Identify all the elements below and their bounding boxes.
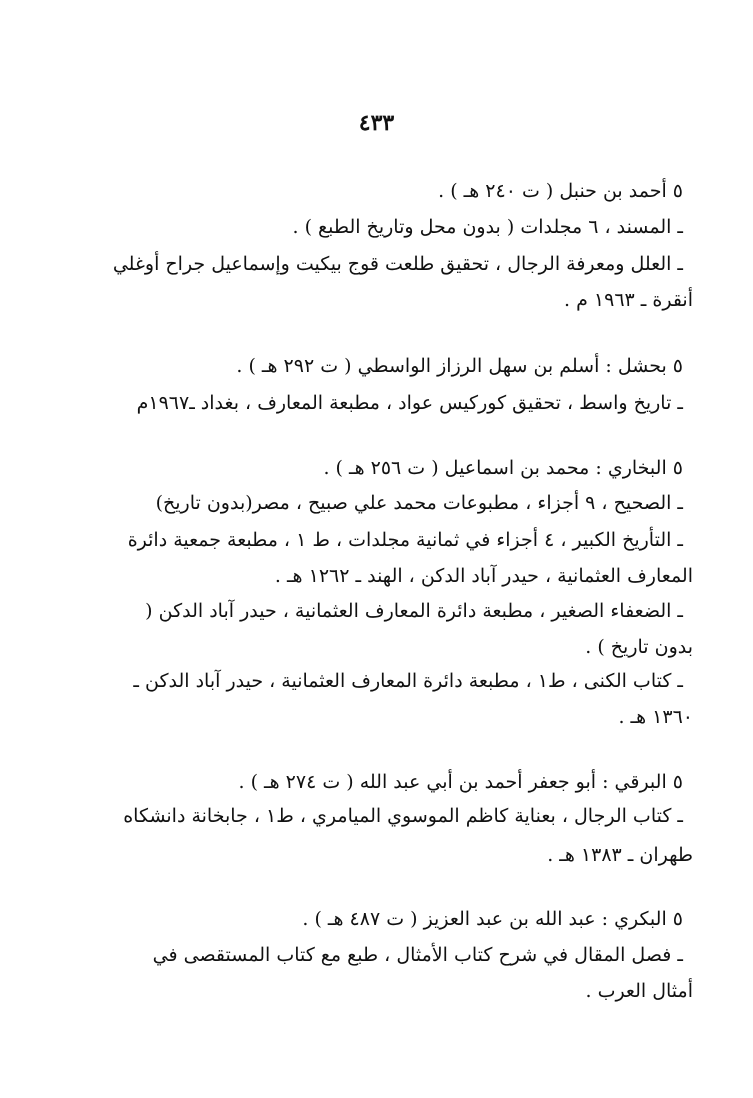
reference-line: ـ العلل ومعرفة الرجال ، تحقيق طلعت قوج بيكيت وإسماعيل جراح أوغلي [112, 253, 683, 275]
reference-line: ـ كتاب الكنى ، ط١ ، مطبعة دائرة المعارف العثمانية ، حيدر آباد الدكن ـ [133, 670, 683, 692]
reference-line-continued: بدون تاريخ ) . [585, 636, 693, 658]
reference-line: ـ التأريخ الكبير ، ٤ أجزاء في ثمانية مجلدات ، ط ١ ، مطبعة جمعية دائرة [127, 529, 683, 551]
reference-line: ـ كتاب الرجال ، بعناية كاظم الموسوي الميامري ، ط١ ، جابخانة دانشكاه [123, 805, 683, 827]
reference-line: ـ تاريخ واسط ، تحقيق كوركيس عواد ، مطبعة المعارف ، بغداد ـ١٩٦٧م [136, 392, 683, 414]
reference-line-continued: طهران ـ ١٣٨٣ هـ . [547, 844, 693, 866]
reference-line: ـ الضعفاء الصغير ، مطبعة دائرة المعارف العثمانية ، حيدر آباد الدكن ( [145, 600, 683, 622]
entry-heading: ٥ بحشل : أسلم بن سهل الرزاز الواسطي ( ت ٢٩٢ هـ ) . [236, 355, 683, 377]
reference-line-continued: أنقرة ـ ١٩٦٣ م . [564, 289, 693, 311]
entry-heading: ٥ البخاري : محمد بن اسماعيل ( ت ٢٥٦ هـ ) . [323, 457, 683, 479]
reference-line: ـ فصل المقال في شرح كتاب الأمثال ، طبع مع كتاب المستقصى في [152, 944, 683, 966]
entry-heading: ٥ أحمد بن حنبل ( ت ٢٤٠ هـ ) . [438, 180, 683, 202]
reference-line: ـ الصحيح ، ٩ أجزاء ، مطبوعات محمد علي صبيح ، مصر(بدون تاريخ) [155, 492, 683, 514]
reference-line-continued: المعارف العثمانية ، حيدر آباد الدكن ، الهند ـ ١٢٦٢ هـ . [274, 565, 693, 587]
reference-line-continued: أمثال العرب . [585, 980, 693, 1002]
entry-heading: ٥ البكري : عبد الله بن عبد العزيز ( ت ٤٨٧ هـ ) . [302, 908, 683, 930]
reference-line: ـ المسند ، ٦ مجلدات ( بدون محل وتاريخ الطبع ) . [292, 216, 683, 238]
page-number: ٤٣٣ [358, 110, 395, 136]
entry-heading: ٥ البرقي : أبو جعفر أحمد بن أبي عبد الله ( ت ٢٧٤ هـ ) . [238, 771, 683, 793]
reference-line-continued: ١٣٦٠ هـ . [618, 706, 693, 728]
